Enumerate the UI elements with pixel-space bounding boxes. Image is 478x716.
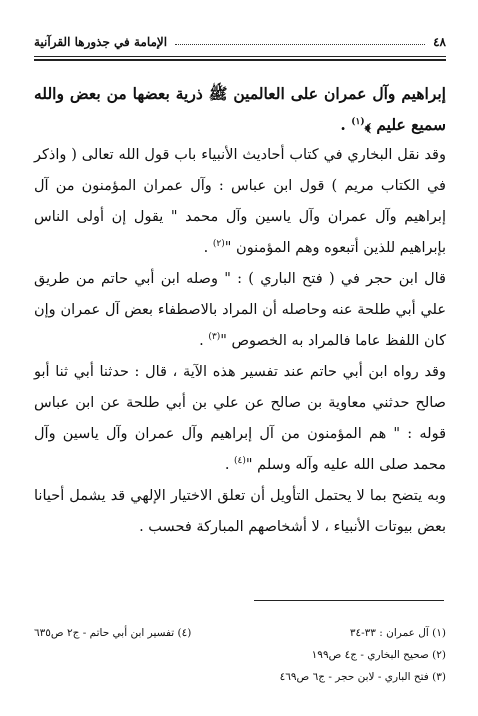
- footnote-3: (٣) فتح الباري - لابن حجر - ج٦ ص٤٦٩: [279, 671, 446, 683]
- paragraph-ibn-hajar: [34, 264, 446, 357]
- paragraph-conclusion: وبه يتضح بما لا يحتمل التأويل أن تعلق الاختيار الإلهي قد يشمل أحيانا بعض بيوتات الأنبياء ، لا أشخاصهم المباركة فحسب .: [34, 488, 446, 535]
- bukhari-text: وقد نقل البخاري في كتاب أحاديث الأنبياء باب قول الله تعالى ( واذكر في الكتاب مريم ) قول ابن عباس : وآل عمران المؤمنون من آل إبراهيم وآل عمران وآل ياسين وآل محمد " يقول إن أولى الناس بإبراهيم للذين أتبعوه وهم المؤمنون ": [34, 147, 446, 256]
- footnote-row: [34, 622, 446, 644]
- page-number: ٤٨: [433, 35, 446, 49]
- paragraph-ibn-abi-hatim: [34, 357, 446, 481]
- header-rule: [34, 56, 446, 57]
- paragraph-bukhari: [34, 140, 446, 264]
- verse-tail: .: [340, 115, 352, 134]
- paragraph-verse: [34, 78, 446, 140]
- verse-text: إبراهيم وآل عمران على العالمين ﷺ ذرية بعضها من بعض والله سميع عليم ﴾: [34, 84, 446, 134]
- footnotes: [34, 622, 446, 688]
- footnote-separator: [254, 600, 444, 601]
- main-text: [34, 78, 446, 543]
- bukhari-tail: .: [203, 240, 213, 256]
- footnote-row: [34, 644, 446, 666]
- footnote-ref-1: (١): [351, 116, 365, 127]
- running-header: [34, 30, 446, 54]
- footnote-ref-4: (٤): [234, 456, 246, 467]
- ibn-abi-hatim-text: وقد رواه ابن أبي حاتم عند تفسير هذه الآية ، قال : حدثنا أبي ثنا أبو صالح حدثني معاوية بن صالح عن علي بن أبي طلحة عن ابن عباس قوله : " هم المؤمنون من آل إبراهيم وآل عمران وآل ياسين وآل محمد صلى الله عليه وآله وسلم ": [34, 364, 446, 473]
- footnote-1: (١) آل عمران : ٣٣-٣٤: [349, 627, 446, 639]
- running-title: الإمامة في جذورها القرآنية: [34, 35, 168, 49]
- footnote-4: (٤) تفسير ابن أبي حاتم - ج٢ ص٦٣٥: [34, 627, 192, 639]
- ibn-hajar-tail: .: [199, 333, 209, 349]
- header-rule-thick: [34, 59, 446, 61]
- footnote-2: (٢) صحيح البخاري - ج٤ ص١٩٩: [311, 649, 446, 661]
- header-leader-dots: [175, 44, 425, 45]
- footnote-ref-3: (٣): [208, 332, 221, 343]
- ibn-hajar-text: قال ابن حجر في ( فتح الباري ) : " وصله ابن أبي حاتم من طريق علي أبي طلحة عنه وحاصله أن المراد بالاصطفاء بعض آل عمران وإن كان اللفظ عاما فالمراد به الخصوص ": [34, 271, 446, 349]
- ibn-abi-hatim-tail: .: [224, 457, 235, 473]
- footnote-ref-2: (٢): [212, 239, 225, 250]
- footnote-row: [34, 666, 446, 688]
